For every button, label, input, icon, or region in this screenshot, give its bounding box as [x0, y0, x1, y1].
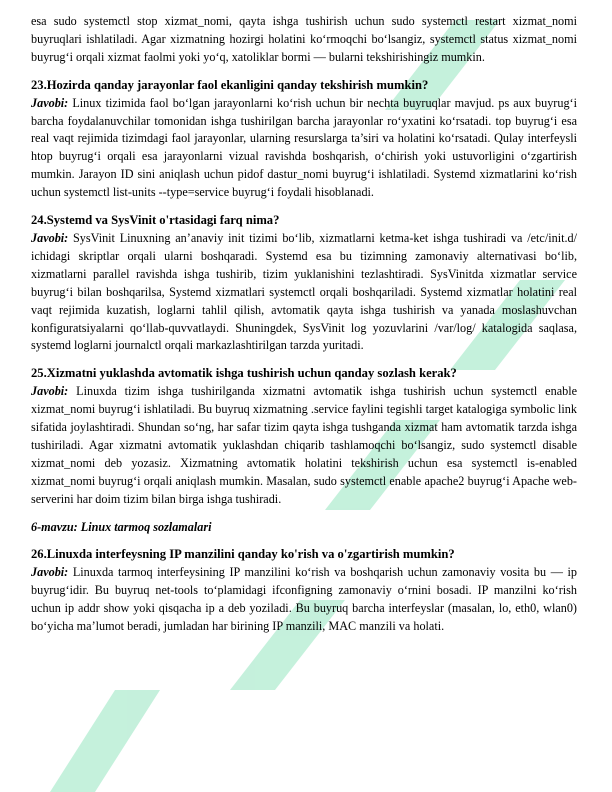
answer-label: Javobi: — [31, 95, 69, 110]
answer-23 — [31, 95, 577, 202]
answer-25-text: Linuxda tizim ishga tushirilganda xizmatni avtomatik ishga tushirish uchun systemctl enable xizmat_nomi buyrug‘i ishlatiladi. Bu buyruq xizmatning .service faylini tegishli target katalogiga symbolic link sifatida joylashtiradi. Shundan so‘ng, har safar tizim qayta ishga tushganda xizmat ham avtomatik tarzda ishga tushiriladi. Agar xizmatni avtomatik yuklashdan chiqarib tashlamoqchi bo‘lsangiz, sudo systemctl disable xizmat_nomi deb yozasiz. Xizmatning avtomatik holatini tekshirish uchun esa systemctl is-enabled xizmat_nomi buyrug‘i orqali aniqlash mumkin. Masalan, sudo systemctl enable apache2 buyrug‘i Apache web-serverini har doim tizim bilan birga ishga tushiradi. — [31, 384, 577, 506]
question-23-heading: 23.Hozirda qanday jarayonlar faol ekanligini qanday tekshirish mumkin? — [31, 77, 429, 92]
answer-25 — [31, 383, 577, 508]
answer-26 — [31, 564, 577, 636]
section-title: 6-mavzu: Linux tarmoq sozlamalari — [31, 519, 212, 534]
answer-23-text: Linux tizimida faol bo‘lgan jarayonlarni ko‘rish uchun bir nechta buyruqlar mavjud. ps aux buyrug‘i barcha foydalanuvchilar tomonidan ishga tushirilgan barcha jarayonlar ro‘yxatini ko‘rsatadi. top buyrug‘i esa real vaqt rejimida tizimdagi faol jarayonlar, ularning resurslarga ta’siri va holatini ko‘rsatadi. Qulay interfeysli htop buyrug‘i orqali esa jarayonlarni vizual ravishda boshqarish, o‘chirish yoki ustuvorligini o‘zgartirish mumkin. Jarayon ID sini aniqlash uchun pidof dastur_nomi buyrug‘i ishlatiladi. Systemd xizmatlarini ko‘rish uchun systemctl list-units --type=service buyrug‘i foydali hisoblanadi. — [31, 95, 577, 200]
question-26-heading: 26.Linuxda interfeysning IP manzilini qanday ko'rish va o'zgartirish mumkin? — [31, 547, 455, 562]
answer-24 — [31, 230, 577, 355]
intro-paragraph: esa sudo systemctl stop xizmat_nomi, qayta ishga tushirish uchun sudo systemctl restart xizmat_nomi buyruqlari ishlatiladi. Agar xizmatning hozirgi holatini ko‘rmoqchi bo‘lsangiz, systemctl status xizmat_nomi buyrug‘i orqali xizmat faolmi yoki yo‘q, xatoliklar bormi — bularni tekshirishingiz mumkin. — [31, 14, 577, 64]
answer-label: Javobi: — [31, 384, 69, 399]
answer-label: Javobi: — [31, 565, 69, 580]
answer-label: Javobi: — [31, 230, 69, 245]
answer-26-text: Linuxda tarmoq interfeysining IP manzilini ko‘rish va boshqarish uchun zamonaviy vosita bu — ip buyrug‘idir. Bu buyruq net-tools to‘plamidagi ifconfigning zamonaviy o‘rnini bosadi. IP manzilni ko‘rish uchun ip addr show yoki qisqacha ip a deb yoziladi. Bu buyruq barcha interfeyslar (masalan, lo, eth0, wlan0) bo‘yicha ma’lumot beradi, jumladan har birining IP manzili, MAC manzili va holati. — [31, 565, 577, 634]
question-25-heading: 25.Xizmatni yuklashda avtomatik ishga tushirish uchun qanday sozlash kerak? — [31, 366, 457, 381]
answer-24-text: SysVinit Linuxning an’anaviy init tizimi bo‘lib, xizmatlarni ketma-ket ishga tushiradi va /etc/init.d/ ichidagi skriptlar orqali ularni boshqaradi. Systemd esa bu tizimning zamonaviy alternativasi bo‘lib, xizmatlarni parallel ravishda ishga tushirib, tizim yuklanishini tezlashtiradi. SysVinitda xizmatlar service buyrug‘i bilan boshqarilsa, Systemd xizmatlari systemctl orqali boshqariladi. Systemd xizmatlar holatini real vaqt rejimida kuzatish, loglarni tahlil qilish, avtomatik qayta ishga tushirish va yanada moslashuvchan konfiguratsiyalarni qo‘llab-quvvatlaydi. Shuningdek, SysVinit log yozuvlarini /var/log/ katalogida saqlasa, systemd loglarni journalctl orqali markazlashtirilgan tarzda yuritadi. — [31, 230, 577, 353]
question-24-heading: 24.Systemd va SysVinit o'rtasidagi farq nima? — [31, 213, 280, 228]
document-page — [31, 13, 577, 636]
